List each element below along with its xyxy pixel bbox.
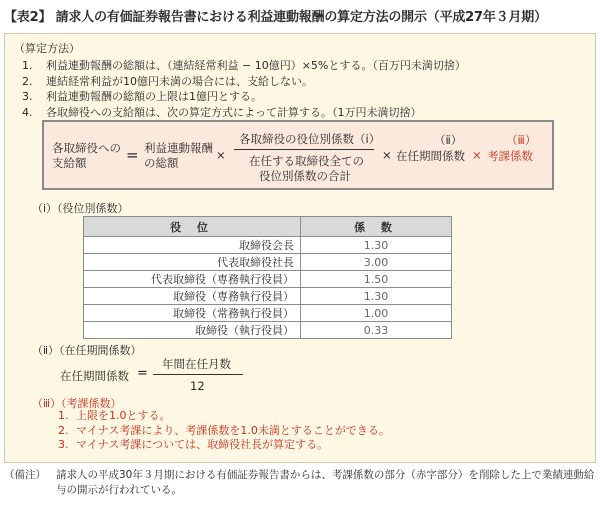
tenure-numerator: 年間在任月数 xyxy=(162,357,231,371)
role-cell: 代表取締役（専務執行役員） xyxy=(84,271,301,288)
eval-list xyxy=(58,409,390,453)
formula-denominator-line1: 在任する取締役全ての xyxy=(249,154,364,168)
formula-box xyxy=(42,120,554,190)
table-row xyxy=(84,322,452,339)
value-cell: 3.00 xyxy=(301,254,452,271)
list-item: 4. 各取締役への支給額は、次の算定方式によって計算する。（1万円未満切捨） xyxy=(22,105,422,119)
formula-times-3: × xyxy=(472,148,482,162)
column-header-coef: 係 数 xyxy=(301,217,452,237)
tenure-denominator: 12 xyxy=(190,379,205,393)
value-cell: 0.33 xyxy=(301,322,452,339)
role-cell: 取締役（執行役員） xyxy=(84,322,301,339)
formula-lhs-line2: 支給額 xyxy=(52,156,87,170)
formula-eval-marker: （ⅲ） xyxy=(506,133,537,147)
formula-times-1: × xyxy=(216,148,226,162)
formula-tenure-marker: （ⅱ） xyxy=(434,133,463,147)
table-title: 【表2】 請求人の有価証券報告書における利益連動報酬の算定方法の開示（平成27年３月期） xyxy=(4,10,547,25)
list-item: 1. 上限を1.0とする。 xyxy=(58,409,171,422)
value-cell: 1.50 xyxy=(301,271,452,288)
tenure-fraction-line xyxy=(153,374,243,375)
table-row xyxy=(84,254,452,271)
role-cell: 取締役（専務執行役員） xyxy=(84,288,301,305)
table-row xyxy=(84,271,452,288)
list-item: 1. 利益連動報酬の総額は、（連結経常利益 − 10億円）×5%とする。（百万円未満切捨） xyxy=(22,59,466,72)
tenure-coef-heading: （ⅱ）（在任期間係数） xyxy=(32,344,142,357)
list-item: 2. マイナス考課により、考課係数を1.0未満とすることができる。 xyxy=(58,423,390,437)
list-item: 2. 連結経常利益が10億円未満の場合には、支給しない。 xyxy=(22,74,313,88)
table-row xyxy=(84,237,452,254)
role-coef-table xyxy=(83,216,452,339)
value-cell: 1.00 xyxy=(301,305,452,322)
tenure-equals: = xyxy=(137,366,148,381)
formula-total-line2: の総額 xyxy=(144,156,179,170)
column-header-role: 役 位 xyxy=(84,217,301,237)
method-list xyxy=(22,58,466,120)
table-row xyxy=(84,305,452,322)
list-item: 3. 利益連動報酬の総額の上限は1億円とする。 xyxy=(22,90,262,103)
formula-tenure: 在任期間係数 xyxy=(396,149,465,163)
formula-fraction-line xyxy=(234,149,374,150)
list-item: 3. マイナス考課については、取締役社長が算定する。 xyxy=(58,438,329,451)
formula-equals: = xyxy=(126,146,139,164)
value-cell: 1.30 xyxy=(301,237,452,254)
method-heading: （算定方法） xyxy=(14,42,80,55)
formula-numerator: 各取締役の役位別係数（ⅰ） xyxy=(239,132,381,146)
footnote-text: 請求人の平成30年３月期における有価証券報告書からは、考課係数の部分（赤字部分）を削除した上で業績連動給与の開示が行われている。 xyxy=(56,469,595,496)
formula-denominator-line2: 役位別係数の合計 xyxy=(259,169,351,183)
formula-eval: 考課係数 xyxy=(487,149,533,163)
tenure-label: 在任期間係数 xyxy=(60,369,129,383)
value-cell: 1.30 xyxy=(301,288,452,305)
role-coef-heading: （ⅰ）（役位別係数） xyxy=(32,202,129,215)
eval-coef-heading: （ⅲ）（考課係数） xyxy=(32,397,122,410)
formula-times-2: × xyxy=(382,148,392,162)
role-cell: 取締役会長 xyxy=(84,237,301,254)
formula-lhs-line1: 各取締役への xyxy=(52,141,121,155)
formula-total-line1: 利益連動報酬 xyxy=(144,141,213,155)
role-cell: 代表取締役社長 xyxy=(84,254,301,271)
footnote-label: （備注） xyxy=(4,469,46,481)
table-row xyxy=(84,288,452,305)
role-cell: 取締役（常務執行役員） xyxy=(84,305,301,322)
